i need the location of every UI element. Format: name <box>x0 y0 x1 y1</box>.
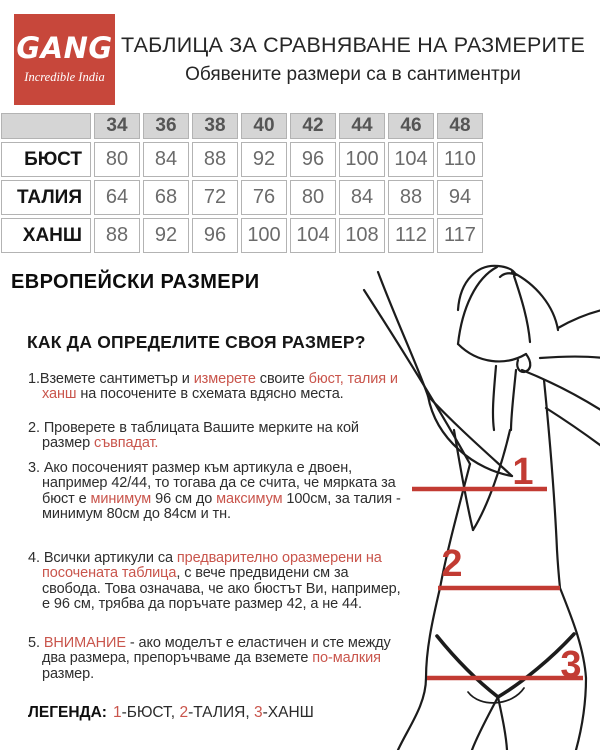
bust-marker-number: 1 <box>512 451 534 493</box>
figure-right-arm <box>540 357 600 359</box>
size-value-cell: 110 <box>437 142 483 177</box>
measure-row-label: БЮСТ <box>1 142 91 177</box>
legend-label: ЛЕГЕНДА: <box>28 704 107 721</box>
size-column-header: 44 <box>339 113 385 139</box>
body-measurement-figure <box>356 250 600 750</box>
size-value-cell: 80 <box>290 180 336 215</box>
size-value-cell: 80 <box>94 142 140 177</box>
text-segment: на посочените в схемата вдясно места. <box>76 386 344 403</box>
size-column-header: 36 <box>143 113 189 139</box>
size-value-cell: 68 <box>143 180 189 215</box>
size-value-cell: 96 <box>192 218 238 253</box>
size-value-cell: 84 <box>339 180 385 215</box>
text-segment: своите <box>255 371 309 387</box>
figure-hair <box>514 276 530 342</box>
header <box>118 33 588 86</box>
size-value-cell: 92 <box>143 218 189 253</box>
highlighted-text: съвпадат. <box>94 435 159 452</box>
highlighted-text: 1 <box>112 704 122 721</box>
figure-right-shoulder <box>522 370 600 412</box>
text-segment: 4. Всички артикули са <box>28 550 177 566</box>
highlighted-text: максимум <box>216 490 283 507</box>
highlighted-text: предварително оразмерени на посочената таблица <box>42 550 382 582</box>
hips-marker-number: 3 <box>560 644 582 686</box>
highlighted-text: 2 <box>179 704 189 721</box>
figure-left-arm-outline <box>364 290 470 464</box>
text-segment: 5. <box>28 635 44 651</box>
highlighted-text: 3 <box>253 704 263 721</box>
highlighted-text: ВНИМАНИЕ <box>43 635 126 651</box>
size-column-header: 46 <box>388 113 434 139</box>
instruction-item-1 <box>28 372 408 403</box>
text-segment: -БЮСТ, <box>121 704 180 721</box>
size-value-cell: 88 <box>388 180 434 215</box>
instruction-item-3 <box>28 461 408 523</box>
instruction-item-2 <box>28 421 408 452</box>
text-segment: -ТАЛИЯ, <box>188 704 254 721</box>
figure-hair <box>458 267 497 344</box>
legend-items <box>113 704 314 721</box>
size-table <box>0 110 486 256</box>
size-value-cell: 100 <box>241 218 287 253</box>
text-segment: размер. <box>42 665 95 682</box>
text-segment: - ако моделът е еластичен и сте между два размера, препоръчваме да вземете <box>42 635 391 667</box>
size-value-cell: 92 <box>241 142 287 177</box>
size-value-cell: 94 <box>437 180 483 215</box>
text-segment: 96 см до <box>151 490 217 507</box>
figure-right-torso <box>544 380 586 750</box>
instruction-item-4 <box>28 551 408 613</box>
text-segment: 3. Ако посоченият размер към артикула е двоен, например 42/44, то тогава да се счита, че мярката за бюст е <box>28 460 396 507</box>
figure-jaw <box>458 344 526 361</box>
figure-hair <box>512 272 558 330</box>
size-table-head <box>1 113 483 139</box>
size-column-header: 38 <box>192 113 238 139</box>
size-column-header: 48 <box>437 113 483 139</box>
measure-row <box>1 180 483 215</box>
measure-row <box>1 218 483 253</box>
figure-right-arm <box>558 310 600 328</box>
figure-right-inner-leg <box>498 697 507 750</box>
size-value-cell: 72 <box>192 180 238 215</box>
size-value-cell: 108 <box>339 218 385 253</box>
measure-row <box>1 142 483 177</box>
highlighted-text: по-малкия <box>312 650 381 667</box>
brand-logo <box>14 14 115 105</box>
size-value-cell: 96 <box>290 142 336 177</box>
size-value-cell: 88 <box>192 142 238 177</box>
size-value-cell: 117 <box>437 218 483 253</box>
figure-left-forearm <box>378 272 428 396</box>
measure-row-label: ТАЛИЯ <box>1 180 91 215</box>
figure-bikini-left <box>437 636 498 697</box>
size-column-header: 42 <box>290 113 336 139</box>
size-value-cell: 76 <box>241 180 287 215</box>
how-to-heading: КАК ДА ОПРЕДЕЛИТЕ СВОЯ РАЗМЕР? <box>27 332 366 352</box>
page-subtitle: Обявените размери са в сантиментри <box>185 64 521 85</box>
brand-name: GANG <box>16 31 113 65</box>
brand-tagline: Incredible India <box>24 70 105 84</box>
text-segment: , с вече предвидени см за свобода. Това означава, че ако бюстът Ви, например, е 96 см, трябва да поръчате размер 42, а не 44. <box>42 565 401 613</box>
size-value-cell: 104 <box>388 142 434 177</box>
figure-right-shoulder <box>546 408 600 448</box>
highlighted-text: бюст, талия и ханш <box>42 371 398 403</box>
instruction-item-5 <box>28 636 408 682</box>
text-segment: 2. Проверете в таблицата Вашите мерките на кой размер <box>28 420 359 452</box>
measure-row-label: ХАНШ <box>1 218 91 253</box>
highlighted-text: измерете <box>193 371 256 387</box>
size-value-cell: 112 <box>388 218 434 253</box>
text-segment: 100см, за талия - минимум 80см до 84см и тн. <box>42 490 401 523</box>
highlighted-text: минимум <box>90 490 152 507</box>
page-title: ТАБЛИЦА ЗА СРАВНЯВАНЕ НА РАЗМЕРИТЕ <box>120 33 586 57</box>
size-column-header: 40 <box>241 113 287 139</box>
figure-neck-line <box>511 370 516 430</box>
text-segment: -ХАНШ <box>262 704 314 721</box>
size-value-cell: 64 <box>94 180 140 215</box>
size-value-cell: 88 <box>94 218 140 253</box>
legend <box>28 704 314 722</box>
figure-left-torso <box>398 464 470 750</box>
european-sizes-heading: ЕВРОПЕЙСКИ РАЗМЕРИ <box>11 271 260 293</box>
size-value-cell: 100 <box>339 142 385 177</box>
size-table-body <box>1 142 483 253</box>
text-segment: 1.Вземете сантиметър и <box>28 371 194 387</box>
figure-neck-line <box>493 366 496 430</box>
size-header-row <box>1 113 483 139</box>
waist-marker-number: 2 <box>441 543 463 585</box>
figure-left-inner-leg <box>472 697 498 750</box>
size-column-header: 34 <box>94 113 140 139</box>
size-table-corner <box>1 113 91 139</box>
size-value-cell: 84 <box>143 142 189 177</box>
size-value-cell: 104 <box>290 218 336 253</box>
